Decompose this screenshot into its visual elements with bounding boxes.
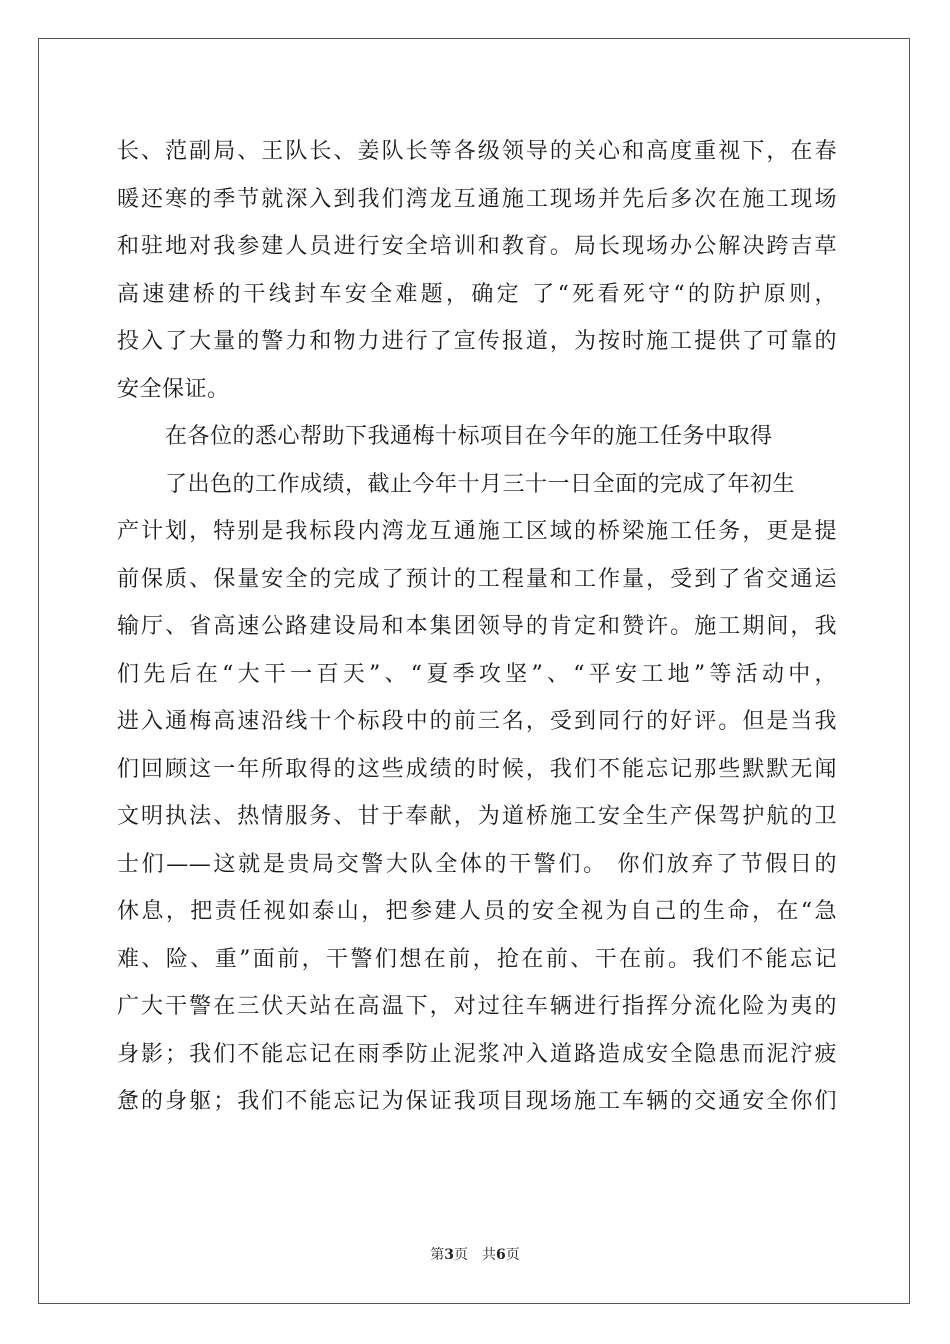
text-line: 高速建桥的干线封车安全难题，确定 了“死看死守“的防护原则， [117,281,837,307]
page-number-total: 6 [496,1247,506,1263]
text-line: 们先后在“大干一百天”、“夏季攻坚”、“平安工地”等活动中， [117,661,837,687]
text-line: 身影；我们不能忘记在雨季防止泥浆冲入道路造成安全隐患而泥泞疲 [117,1041,837,1067]
page-number-prefix: 第 [430,1247,445,1263]
text-line: 在各位的悉心帮助下我通梅十标项目在今年的施工任务中取得 [165,424,773,449]
page-footer [0,1244,950,1264]
page-number-current: 3 [444,1247,454,1263]
page-number-suffix: 页 [505,1247,520,1263]
text-line: 进入通梅高速沿线十个标段中的前三名，受到同行的好评。但是当我 [117,709,837,734]
document-body [117,128,837,1126]
text-line: 难、险、重”面前，干警们想在前，抢在前、干在前。我们不能忘记 [117,946,837,972]
text-line: 了出色的工作成绩，截止今年十月三十一日全面的完成了年初生 [165,471,796,497]
text-line: 士们——这就是贵局交警大队全体的干警们。 你们放弃了节假日的 [117,851,837,877]
text-line: 产计划，特别是我标段内湾龙互通施工区域的桥梁施工任务，更是提 [117,519,837,544]
text-line: 投入了大量的警力和物力进行了宣传报道，为按时施工提供了可靠的 [117,329,837,354]
text-line: 休息，把责任视如泰山，把参建人员的安全视为自己的生命，在“急 [117,899,837,924]
text-line: 前保质、保量安全的完成了预计的工程量和工作量，受到了省交通运 [117,566,837,592]
text-line: 和驻地对我参建人员进行安全培训和教育。局长现场办公解决跨吉草 [117,234,837,259]
text-line: 长、范副局、王队长、姜队长等各级领导的关心和高度重视下，在春 [117,139,837,164]
text-line: 们回顾这一年所取得的这些成绩的时候，我们不能忘记那些默默无闻 [117,756,837,782]
text-line: 惫的身躯；我们不能忘记为保证我项目现场施工车辆的交通安全你们 [117,1089,837,1114]
text-line: 暖还寒的季节就深入到我们湾龙互通施工现场并先后多次在施工现场 [117,186,837,212]
text-line: 文明执法、热情服务、甘于奉献，为道桥施工安全生产保驾护航的卫 [117,804,837,829]
text-line: 输厅、省高速公路建设局和本集团领导的肯定和赞许。施工期间，我 [117,614,837,639]
text-line: 安全保证。 [117,376,230,402]
page-number-mid: 页 共 [454,1247,496,1263]
text-line: 广大干警在三伏天站在高温下，对过往车辆进行指挥分流化险为夷的 [117,994,837,1019]
